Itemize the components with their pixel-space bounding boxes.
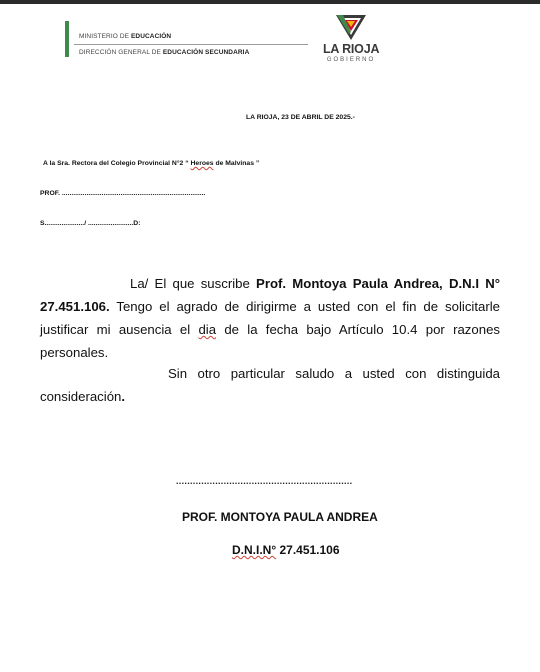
ministry-name: MINISTERIO DE EDUCACIÓN bbox=[79, 33, 172, 40]
directorate-name: DIRECCIÓN GENERAL DE EDUCACIÓN SECUNDARIA bbox=[79, 49, 250, 56]
letter-addressee: A la Sra. Rectora del Colegio Provincial N°2 “ Heroes de Malvinas ” bbox=[43, 160, 260, 167]
la-rioja-emblem-icon bbox=[334, 12, 368, 42]
header-accent-bar bbox=[65, 21, 69, 57]
prof-line: PROF. ............................................................................ bbox=[40, 190, 206, 197]
salutation-sd-line: S...................../ ........................D: bbox=[40, 220, 141, 227]
signatory-dni: D.N.I.N° 27.451.106 bbox=[232, 543, 340, 557]
body-paragraph-request: La/ El que suscribe Prof. Montoya Paula Andrea, D.N.I N° 27.451.106. Tengo el agrado de dirigirme a usted con el fin de solicitarle justificar mi ausencia el dia de la fecha bajo Artículo 10.4 por razones personales. bbox=[40, 276, 500, 360]
logo-subtitle: GOBIERNO bbox=[326, 57, 376, 63]
signatory-name: PROF. MONTOYA PAULA ANDREA bbox=[182, 510, 378, 524]
body-paragraph-closing: Sin otro particular saludo a usted con distinguida consideración. bbox=[40, 366, 500, 404]
window-top-bar bbox=[0, 0, 540, 4]
signature-line: ............................................................... bbox=[176, 476, 353, 486]
logo-name: LA RIOJA bbox=[323, 42, 380, 56]
la-rioja-logo bbox=[320, 12, 382, 68]
header-divider bbox=[74, 44, 308, 45]
letter-date: LA RIOJA, 23 DE ABRIL DE 2025.- bbox=[246, 114, 355, 121]
